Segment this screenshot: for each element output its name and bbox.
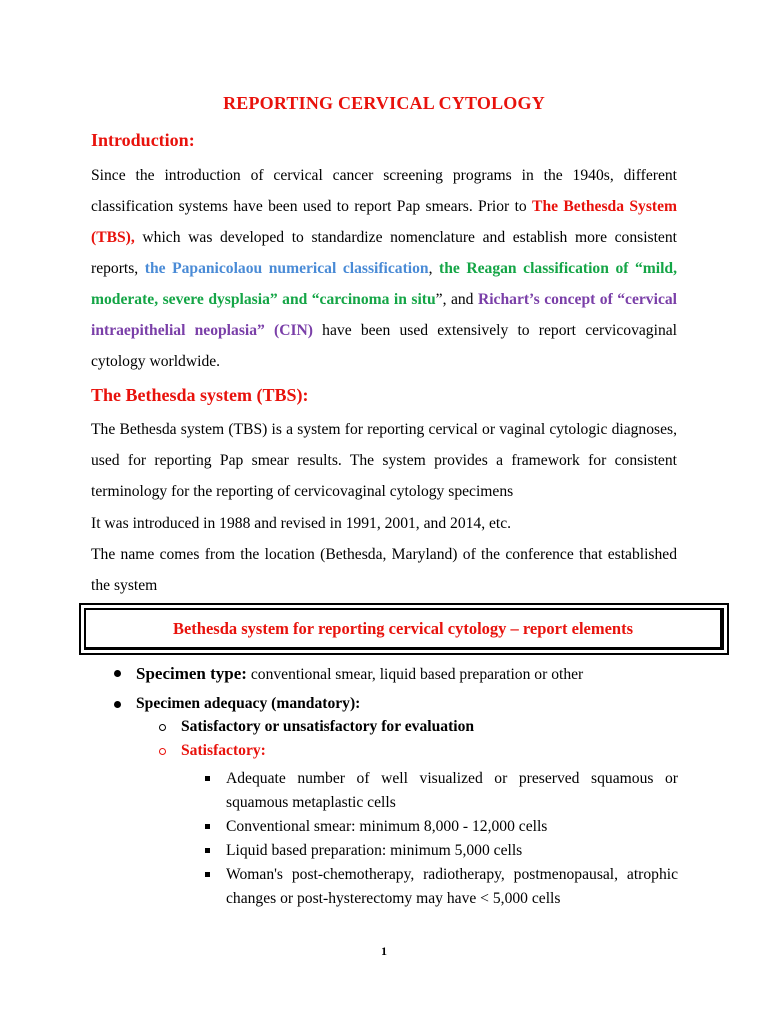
specimen-adequacy-label: Specimen adequacy (mandatory): <box>136 695 361 712</box>
report-elements-box <box>79 603 729 655</box>
page-title: REPORTING CERVICAL CYTOLOGY <box>223 93 545 113</box>
tbs-paragraph-1: The Bethesda system (TBS) is a system for reporting cervical or vaginal cytologic diagnoses, used for reporting Pap smear results. The system provides a framework for consistent terminology for the reporting of cervicovaginal cytology specimens <box>91 421 677 500</box>
tbs-paragraph-2: It was introduced in 1988 and revised in 1991, 2001, and 2014, etc. <box>91 515 512 532</box>
specimen-type-text: conventional smear, liquid based preparation or other <box>246 666 584 683</box>
criteria-item: Woman's post-chemotherapy, radiotherapy, postmenopausal, atrophic changes or post-hysterectomy may have < 5,000 cells <box>226 866 678 907</box>
tbs-link-text: The Bethesda System (TBS), <box>91 198 677 246</box>
hollow-bullet-icon <box>159 724 166 731</box>
hollow-bullet-icon <box>159 748 166 755</box>
intro-comma: , <box>428 260 440 277</box>
square-bullet-icon <box>205 824 210 829</box>
satisfactory-label: Satisfactory: <box>181 742 266 759</box>
reagan-text: the Reagan classification of “mild, moderate, severe dysplasia” and “carcinoma in situ <box>91 260 677 308</box>
satisfactory-or-unsatisfactory: Satisfactory or unsatisfactory for evaluation <box>181 718 475 735</box>
intro-text-2: which was developed to standardize nomenclature and establish more consistent reports, <box>91 229 677 277</box>
bullet-dot-icon <box>114 701 121 708</box>
square-bullet-icon <box>205 872 210 877</box>
richart-text: Richart’s concept of “cervical intraepithelial neoplasia” (CIN) <box>91 291 677 339</box>
criteria-item: Conventional smear: minimum 8,000 - 12,000 cells <box>226 818 548 835</box>
criteria-item: Adequate number of well visualized or preserved squamous or squamous metaplastic cells <box>226 770 678 811</box>
specimen-type-label: Specimen type: <box>136 664 247 683</box>
report-elements-box-inner <box>84 608 724 650</box>
intro-text-4: have been used extensively to report cervicovaginal cytology worldwide. <box>91 322 677 370</box>
page-number: 1 <box>381 944 387 958</box>
square-bullet-icon <box>205 776 210 781</box>
report-elements-title: Bethesda system for reporting cervical cytology – report elements <box>172 619 634 638</box>
introduction-paragraph <box>91 160 677 377</box>
papanicolaou-text: the Papanicolaou numerical classification <box>144 260 429 277</box>
square-bullet-icon <box>205 848 210 853</box>
tbs-heading: The Bethesda system (TBS): <box>91 385 309 405</box>
bullet-dot-icon <box>114 670 121 677</box>
criteria-item: Liquid based preparation: minimum 5,000 cells <box>226 842 523 859</box>
introduction-heading: Introduction: <box>91 130 195 150</box>
specimen-type-item <box>136 662 583 687</box>
intro-text-3: ”, and <box>435 291 478 308</box>
intro-text-1: Since the introduction of cervical cancer screening programs in the 1940s, different classification systems have been used to report Pap smears. Prior to <box>91 167 677 215</box>
tbs-paragraph-3: The name comes from the location (Bethesda, Maryland) of the conference that established the system <box>91 546 677 594</box>
